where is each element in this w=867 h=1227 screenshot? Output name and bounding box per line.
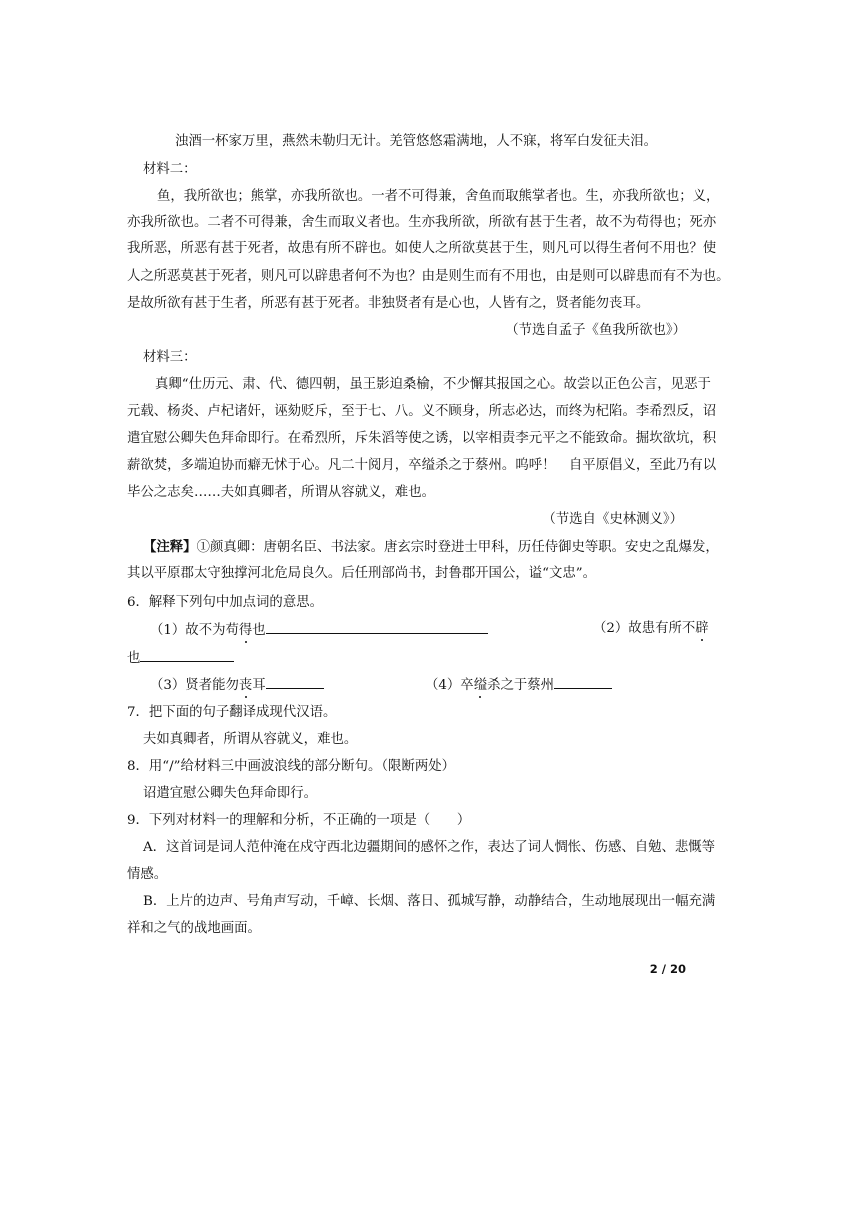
question-stem: 9．下列对材料一的理解和分析，不正确的一项是（ ） [127, 813, 471, 828]
answer-blank[interactable] [140, 648, 234, 662]
annotation-text: 颜真卿：唐朝名臣、书法家。唐玄宗时登进士甲科，历任侍御史等职。安史之乱爆发， [209, 540, 719, 555]
answer-blank[interactable] [554, 675, 612, 689]
paragraph-line: 真卿“仕历元、肃、代、德四朝，虽王影迫桑榆，不少懈其报国之心。故尝以正色公言，见恶于 [155, 377, 711, 392]
question-stem: 7．把下面的句子翻译成现代汉语。 [127, 705, 337, 720]
option-b[interactable]: B．上片的边声、号角声写动，千嶂、长烟、落日、孤城写静，动静结合，生动地展现出一幅充满 [143, 894, 716, 909]
question-sentence: 诏遣宜慰公卿失色拜命即行。 [143, 786, 318, 801]
paragraph-line: 薪欲焚，多端迫协而癖无怵于心。凡二十阅月，卒缢杀之于蔡州。呜呼！ 自平原倡义，至此乃有以 [127, 458, 717, 473]
circled-number: ① [196, 540, 210, 555]
question-item-cont: 也 [127, 648, 234, 668]
paragraph-line: 遣宜慰公卿失色拜命即行。在希烈所，斥朱滔等使之诱，以宰相责李元平之不能致命。掘坎欲坑，积 [127, 431, 717, 446]
option-a[interactable]: A．这首词是词人范仲淹在戍守西北边疆期间的感怀之作，表达了词人惆怅、伤感、自勉、悲慨等 [143, 840, 716, 855]
question-sentence: 夫如真卿者，所谓从容就义，难也。 [143, 732, 358, 747]
source-citation: （节选自《史林测义》） [542, 512, 683, 527]
question-item: （2）故患有所不辟 [593, 621, 709, 636]
dotted-character: 辟 [695, 621, 709, 636]
annotation-line [143, 538, 719, 557]
paragraph-line: 亦我所欲也。二者不可得兼，舍生而取义者也。生亦我所欲，所欲有甚于生者，故不为苟得也；死亦 [127, 215, 717, 230]
page-number: 2 / 20 [649, 962, 686, 976]
question-item: （1）故不为苟得也 [150, 620, 488, 640]
source-citation: （节选自孟子《鱼我所欲也》） [505, 323, 686, 338]
paragraph-line: 是故所欲有甚于生者，所恶有甚于死者。非独贤者有是心也，人皆有之，贤者能勿丧耳。 [127, 296, 650, 311]
material-heading: 材料三： [143, 350, 197, 365]
answer-blank[interactable] [266, 675, 324, 689]
question-item: （4）卒缢杀之于蔡州 [425, 675, 612, 695]
question-stem: 6．解释下列句中加点词的意思。 [127, 595, 323, 610]
paragraph-line: 人之所恶莫甚于死者，则凡可以辟患者何不为也？由是则生而有不用也，由是则可以辟患而有不为也。 [127, 269, 730, 284]
dotted-character: 缢 [473, 678, 488, 693]
option-a-cont: 情感。 [127, 867, 168, 882]
dotted-character: 得 [238, 623, 253, 638]
question-item: （3）贤者能勿丧耳 [150, 675, 324, 695]
paragraph-line: 元载、杨炎、卢杞诸奸，诬劾贬斥，至于七、八。义不顾身，所志必达，而终为杞陷。李希烈反，诏 [127, 404, 717, 419]
annotation-line: 其以平原郡太守独撑河北危局良久。后任刑部尚书，封鲁郡开国公，谥“文忠”。 [127, 566, 596, 581]
option-b-cont: 祥和之气的战地画面。 [127, 921, 261, 936]
dotted-character: 丧 [238, 678, 253, 693]
question-stem: 8．用“/”给材料三中画波浪线的部分断句。（限断两处） [127, 759, 456, 774]
paragraph-line: 毕公之志矣……夫如真卿者，所谓从容就义，难也。 [127, 485, 435, 500]
answer-blank[interactable] [266, 620, 488, 634]
poem-line: 浊酒一杯家万里，燕然未勒归无计。羌管悠悠霜满地，人不寐，将军白发征夫泪。 [175, 134, 658, 149]
material-heading: 材料二： [143, 162, 197, 177]
paragraph-line: 我所恶，所恶有甚于死者，故患有所不辟也。如使人之所欲莫甚于生，则凡可以得生者何不用也？使 [127, 241, 717, 256]
annotation-label: 【注释】 [143, 539, 197, 555]
paragraph-line: 鱼，我所欲也；熊掌，亦我所欲也。一者不可得兼，舍鱼而取熊掌者也。生，亦我所欲也；义， [157, 189, 720, 204]
